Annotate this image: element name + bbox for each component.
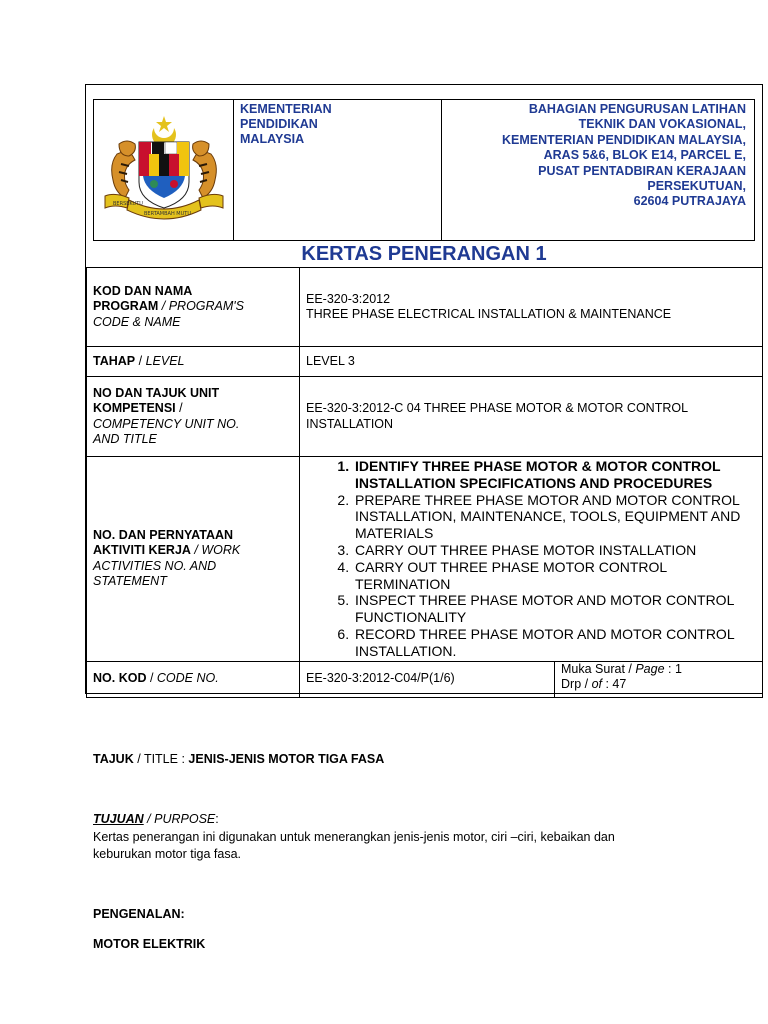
ministry-line: MALAYSIA <box>240 132 305 146</box>
activity-item: 6. RECORD THREE PHASE MOTOR AND MOTOR CONTROL INSTALLATION. <box>353 626 755 660</box>
code-cell <box>300 661 763 697</box>
address-line: BAHAGIAN PENGURUSAN LATIHAN <box>528 102 746 116</box>
title-line: TAJUK / TITLE : JENIS-JENIS MOTOR TIGA FASA <box>93 752 385 766</box>
info-table <box>86 267 763 698</box>
address-line: 62604 PUTRAJAYA <box>633 194 746 209</box>
program-label: KOD DAN NAMA PROGRAM / PROGRAM'S CODE & NAME <box>87 268 300 347</box>
division-address <box>442 100 754 240</box>
unit-row <box>87 377 763 457</box>
level-row <box>87 347 763 377</box>
program-row <box>87 268 763 347</box>
activity-item: 5. INSPECT THREE PHASE MOTOR AND MOTOR CONTROL FUNCTIONALITY <box>353 592 755 626</box>
document-title: KERTAS PENERANGAN 1 <box>301 243 547 265</box>
program-name: THREE PHASE ELECTRICAL INSTALLATION & MAINTENANCE <box>306 307 672 321</box>
address-line: TEKNIK DAN VOKASIONAL, <box>578 117 746 132</box>
purpose-heading: TUJUAN / PURPOSE: <box>93 812 219 826</box>
address-line: PUSAT PENTADBIRAN KERAJAAN <box>538 163 746 178</box>
level-value: LEVEL 3 <box>300 347 763 377</box>
activities-list <box>301 458 761 660</box>
ministry-line: PENDIDIKAN <box>240 117 318 131</box>
address-line: KEMENTERIAN PENDIDIKAN MALAYSIA, <box>501 132 746 147</box>
coat-of-arms-logo <box>94 100 234 240</box>
code-row <box>87 661 763 697</box>
svg-text:BERTAMBAH MUTU: BERTAMBAH MUTU <box>143 211 191 217</box>
introduction-heading: PENGENALAN: <box>93 907 185 921</box>
electric-motor-heading: MOTOR ELEKTRIK <box>93 937 206 951</box>
activity-item: 4. CARRY OUT THREE PHASE MOTOR CONTROL TERMINATION <box>353 559 755 593</box>
level-label: TAHAP / LEVEL <box>87 347 300 377</box>
activities-label: NO. DAN PERNYATAAN AKTIVITI KERJA / WORK ACTIVITIES NO. AND STATEMENT <box>87 457 300 662</box>
page-number: Muka Surat / Page : 1 <box>561 661 682 676</box>
activity-item: 3. CARRY OUT THREE PHASE MOTOR INSTALLATION <box>353 542 755 559</box>
activity-item: 1. IDENTIFY THREE PHASE MOTOR & MOTOR CONTROL INSTALLATION SPECIFICATIONS AND PROCEDURES <box>353 458 755 492</box>
svg-text:BERSEKUTU: BERSEKUTU <box>112 201 143 207</box>
page-info <box>555 662 762 697</box>
malaysia-emblem-icon <box>99 114 229 226</box>
activities-list-cell <box>300 457 763 662</box>
purpose-text: Kertas penerangan ini digunakan untuk menerangkan jenis-jenis motor, ciri –ciri, kebaikan dan keburukan motor tiga fasa. <box>93 830 615 861</box>
activity-item: 2. PREPARE THREE PHASE MOTOR AND MOTOR CONTROL INSTALLATION, MAINTENANCE, TOOLS, EQUIPMENT AND MATERIALS <box>353 492 755 542</box>
unit-value: EE-320-3:2012-C 04 THREE PHASE MOTOR & MOTOR CONTROL INSTALLATION <box>300 377 763 457</box>
code-label: NO. KOD / CODE NO. <box>87 661 300 697</box>
unit-label: NO DAN TAJUK UNIT KOMPETENSI / COMPETENCY UNIT NO. AND TITLE <box>87 377 300 457</box>
program-value <box>300 268 763 347</box>
code-value: EE-320-3:2012-C04/P(1/6) <box>300 662 555 697</box>
activities-row <box>87 457 763 662</box>
header-box <box>93 99 755 241</box>
ministry-line: KEMENTERIAN <box>240 102 332 116</box>
address-line: PERSEKUTUAN, <box>647 179 746 194</box>
program-code: EE-320-3:2012 <box>306 291 391 306</box>
page-total: Drp / of : 47 <box>561 676 627 691</box>
address-line: ARAS 5&6, BLOK E14, PARCEL E, <box>543 148 746 163</box>
ministry-name <box>234 100 442 240</box>
